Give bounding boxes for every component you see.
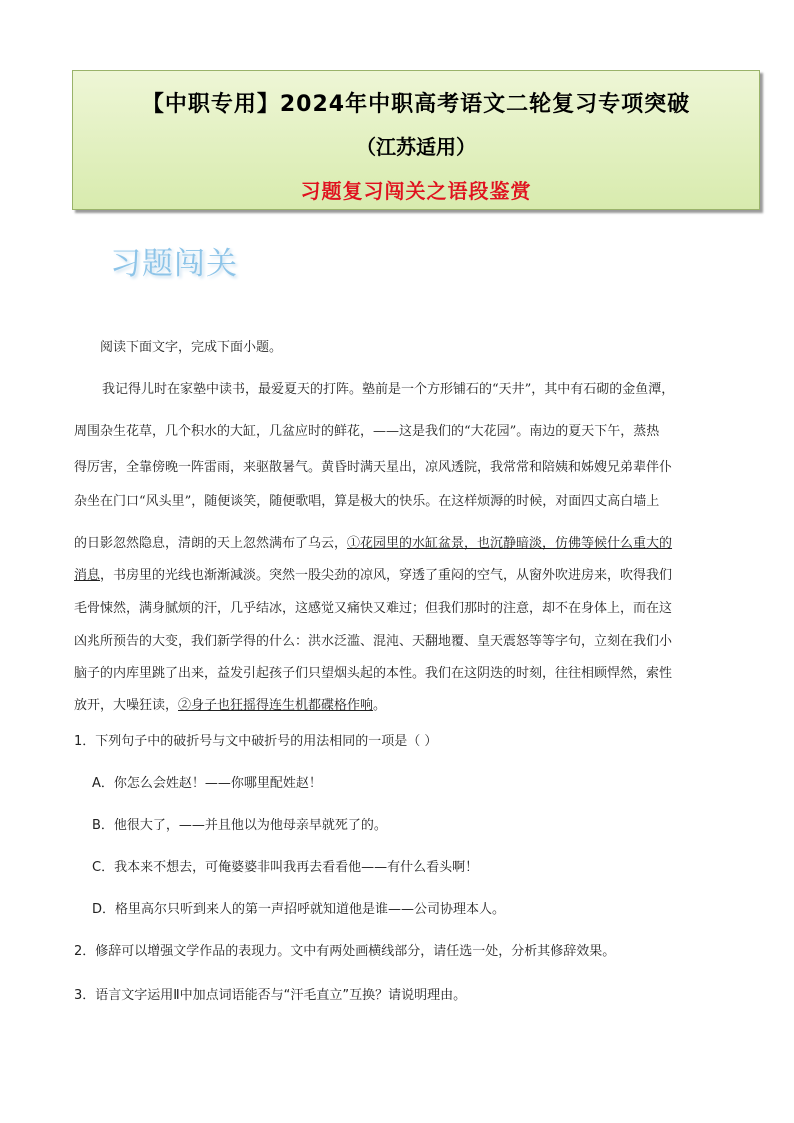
section-heading: 习题闯关 bbox=[110, 246, 238, 282]
question-3: 3．语言文字运用Ⅱ中加点词语能否与“汗毛直立”互换？请说明理由。 bbox=[74, 988, 467, 1003]
passage-text: 。 bbox=[373, 698, 387, 713]
option-a: A．你怎么会姓赵！——你哪里配姓赵！ bbox=[92, 776, 322, 791]
question-2: 2．修辞可以增强文学作品的表现力。文中有两处画横线部分，请任选一处，分析其修辞效果。 bbox=[74, 944, 616, 959]
passage-line: 得厉害，全靠傍晚一阵雷雨，来驱散暑气。黄昏时满天星出，凉风透院，我常常和陪姨和姊嫂兄弟辈伴仆 bbox=[74, 460, 673, 475]
passage-text: ，书房里的光线也渐渐減淡。突然一股尖劲的凉风，穿透了重闷的空气，从窗外吹进房来，吹得我们 bbox=[100, 568, 673, 583]
instruction: 阅读下面文字，完成下面小题。 bbox=[100, 340, 283, 355]
passage-line bbox=[74, 564, 672, 583]
passage-line bbox=[74, 694, 386, 713]
underlined-sentence-1-end: 消息 bbox=[74, 568, 101, 583]
document-subtitle: （江苏适用） bbox=[356, 135, 476, 159]
passage-line: 凶兆所预告的大变，我们新学得的什么：洪水泛滥、混沌、天翻地覆、皇天震怒等等字句，立刻在我们小 bbox=[74, 634, 673, 649]
passage-line: 杂坐在门口“风头里”，随便谈笑，随便歌唱，算是极大的快乐。在这样烦溽的时候，对面四丈高白墙上 bbox=[74, 494, 660, 509]
passage-line: 脑子的内库里跳了出来，益发引起孩子们只望烟头起的本性。我们在这阴迭的时刻，往往相顾悍然，索性 bbox=[74, 666, 673, 681]
option-b: B．他很大了，——并且他以为他母亲早就死了的。 bbox=[92, 818, 387, 833]
document-title: 【中职专用】2024年中职高考语文二轮复习专项突破 bbox=[141, 92, 691, 117]
option-d: D．格里高尔只听到来人的第一声招呼就知道他是谁——公司协理本人。 bbox=[92, 902, 506, 917]
underlined-sentence-2: ②身子也狂摇得连生机都碟格作响 bbox=[178, 698, 374, 713]
title-banner bbox=[72, 70, 760, 210]
document-topic: 习题复习闯关之语段鉴赏 bbox=[300, 179, 532, 203]
passage-line bbox=[74, 532, 672, 551]
passage-text: 的日影忽然隐息，清朗的天上忽然满布了乌云， bbox=[74, 536, 348, 551]
passage-line: 周围杂生花草，几个积水的大缸，几盆应时的鲜花，——这是我们的“大花园”。南边的夏天下午，蒸热 bbox=[74, 424, 660, 439]
underlined-sentence-1: ①花园里的水缸盆景，也沉静暗淡，仿佛等候什么重大的 bbox=[347, 536, 673, 551]
question-1: 1．下列句子中的破折号与文中破折号的用法相同的一项是（ ） bbox=[74, 734, 438, 749]
passage-line: 我记得儿时在家塾中读书，最爱夏天的打阵。塾前是一个方形铺石的“天井”，其中有石砌的金鱼潭， bbox=[102, 382, 675, 397]
passage-text: 放开，大噪狂读， bbox=[74, 698, 179, 713]
passage-line: 毛骨悚然，满身腻烦的汗，几乎结冰，这感觉又痛快又难过；但我们那时的注意，却不在身体上，而在这 bbox=[74, 601, 673, 616]
option-c: C．我本来不想去，可俺婆婆非叫我再去看看他——有什么看头啊！ bbox=[92, 860, 479, 875]
